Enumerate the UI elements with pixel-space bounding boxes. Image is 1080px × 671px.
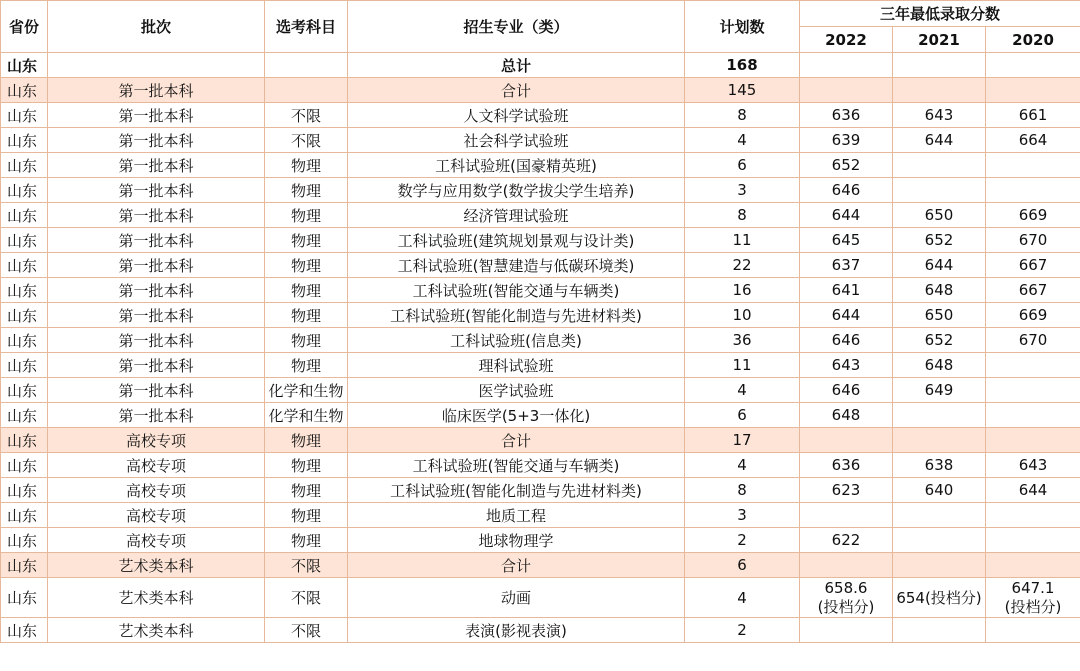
cell-major: 工科试验班(建筑规划景观与设计类) [348, 228, 685, 253]
cell-score-2020: 670 [986, 328, 1080, 353]
cell-plan: 22 [685, 253, 800, 278]
cell-score-2021 [893, 153, 986, 178]
cell-score-2020 [986, 528, 1080, 553]
table-row [1, 403, 1080, 428]
cell-subject: 物理 [265, 353, 348, 378]
cell-subject: 物理 [265, 453, 348, 478]
table-row [1, 428, 1080, 453]
cell-batch: 高校专项 [48, 528, 265, 553]
cell-province: 山东 [1, 253, 48, 278]
cell-batch: 艺术类本科 [48, 553, 265, 578]
cell-batch: 第一批本科 [48, 253, 265, 278]
table-row [1, 228, 1080, 253]
cell-batch: 第一批本科 [48, 278, 265, 303]
table-row [1, 528, 1080, 553]
cell-province: 山东 [1, 478, 48, 503]
cell-score-2022: 622 [800, 528, 893, 553]
cell-score-2021 [893, 53, 986, 78]
table-row [1, 503, 1080, 528]
table-row [1, 478, 1080, 503]
cell-major: 工科试验班(智慧建造与低碳环境类) [348, 253, 685, 278]
cell-plan: 36 [685, 328, 800, 353]
cell-batch: 第一批本科 [48, 328, 265, 353]
cell-plan: 17 [685, 428, 800, 453]
cell-major: 地质工程 [348, 503, 685, 528]
cell-score-2021: 640 [893, 478, 986, 503]
cell-score-2020 [986, 78, 1080, 103]
cell-plan: 8 [685, 103, 800, 128]
cell-plan: 6 [685, 403, 800, 428]
cell-score-2021: 644 [893, 253, 986, 278]
cell-batch: 第一批本科 [48, 153, 265, 178]
cell-plan: 4 [685, 128, 800, 153]
cell-score-2020 [986, 428, 1080, 453]
cell-batch [48, 53, 265, 78]
cell-score-2021: 650 [893, 303, 986, 328]
cell-score-2021: 643 [893, 103, 986, 128]
cell-province: 山东 [1, 618, 48, 643]
header-year-2022: 2022 [800, 27, 893, 53]
cell-subject: 物理 [265, 203, 348, 228]
cell-score-2021 [893, 178, 986, 203]
cell-score-2020 [986, 503, 1080, 528]
cell-subject: 物理 [265, 328, 348, 353]
table-row [1, 203, 1080, 228]
cell-major: 工科试验班(智能化制造与先进材料类) [348, 303, 685, 328]
cell-batch: 艺术类本科 [48, 578, 265, 618]
cell-plan: 8 [685, 478, 800, 503]
cell-plan: 4 [685, 578, 800, 618]
cell-major: 工科试验班(智能交通与车辆类) [348, 278, 685, 303]
table-row [1, 328, 1080, 353]
cell-score-2022 [800, 503, 893, 528]
cell-batch: 第一批本科 [48, 228, 265, 253]
cell-subject: 物理 [265, 478, 348, 503]
cell-province: 山东 [1, 278, 48, 303]
header-year-2020: 2020 [986, 27, 1080, 53]
header-subject: 选考科目 [265, 1, 348, 53]
cell-score-2021: 652 [893, 328, 986, 353]
cell-major: 临床医学(5+3一体化) [348, 403, 685, 428]
cell-plan: 4 [685, 453, 800, 478]
cell-score-2022 [800, 553, 893, 578]
cell-major: 总计 [348, 53, 685, 78]
cell-score-2021: 652 [893, 228, 986, 253]
cell-score-2022: 636 [800, 103, 893, 128]
cell-subject: 物理 [265, 303, 348, 328]
cell-batch: 第一批本科 [48, 178, 265, 203]
cell-subject: 物理 [265, 428, 348, 453]
cell-score-2021: 648 [893, 278, 986, 303]
cell-subject: 化学和生物 [265, 378, 348, 403]
cell-score-2020 [986, 153, 1080, 178]
table-row [1, 553, 1080, 578]
cell-batch: 高校专项 [48, 503, 265, 528]
cell-score-2022: 644 [800, 303, 893, 328]
table-row [1, 453, 1080, 478]
header-plan: 计划数 [685, 1, 800, 53]
cell-plan: 4 [685, 378, 800, 403]
cell-major: 工科试验班(国豪精英班) [348, 153, 685, 178]
cell-batch: 高校专项 [48, 478, 265, 503]
cell-subject: 物理 [265, 278, 348, 303]
cell-batch: 第一批本科 [48, 103, 265, 128]
cell-score-2022: 646 [800, 328, 893, 353]
header-major: 招生专业（类） [348, 1, 685, 53]
table-row [1, 103, 1080, 128]
cell-province: 山东 [1, 578, 48, 618]
cell-major: 医学试验班 [348, 378, 685, 403]
cell-score-2022: 648 [800, 403, 893, 428]
cell-major: 社会科学试验班 [348, 128, 685, 153]
cell-province: 山东 [1, 428, 48, 453]
cell-province: 山东 [1, 503, 48, 528]
cell-score-2022: 636 [800, 453, 893, 478]
cell-subject: 物理 [265, 178, 348, 203]
cell-score-2022: 639 [800, 128, 893, 153]
cell-score-2022 [800, 428, 893, 453]
cell-score-2022: 652 [800, 153, 893, 178]
header-province: 省份 [1, 1, 48, 53]
cell-province: 山东 [1, 53, 48, 78]
cell-subject: 物理 [265, 528, 348, 553]
cell-major: 人文科学试验班 [348, 103, 685, 128]
cell-plan: 3 [685, 178, 800, 203]
cell-subject: 物理 [265, 253, 348, 278]
cell-batch: 高校专项 [48, 428, 265, 453]
cell-province: 山东 [1, 203, 48, 228]
cell-province: 山东 [1, 228, 48, 253]
cell-batch: 艺术类本科 [48, 618, 265, 643]
cell-province: 山东 [1, 103, 48, 128]
cell-province: 山东 [1, 528, 48, 553]
cell-score-2021: 638 [893, 453, 986, 478]
table-row [1, 128, 1080, 153]
cell-score-2021: 644 [893, 128, 986, 153]
cell-score-2022 [800, 78, 893, 103]
cell-major: 经济管理试验班 [348, 203, 685, 228]
cell-batch: 高校专项 [48, 453, 265, 478]
cell-plan: 11 [685, 228, 800, 253]
table-row [1, 153, 1080, 178]
cell-major: 合计 [348, 428, 685, 453]
cell-major: 地球物理学 [348, 528, 685, 553]
cell-batch: 第一批本科 [48, 353, 265, 378]
cell-score-2020: 647.1 (投档分) [986, 578, 1080, 618]
cell-score-2020: 661 [986, 103, 1080, 128]
cell-subject: 化学和生物 [265, 403, 348, 428]
cell-plan: 11 [685, 353, 800, 378]
cell-batch: 第一批本科 [48, 378, 265, 403]
cell-score-2020: 669 [986, 203, 1080, 228]
table-row [1, 353, 1080, 378]
cell-score-2020 [986, 618, 1080, 643]
cell-batch: 第一批本科 [48, 403, 265, 428]
cell-score-2020: 667 [986, 253, 1080, 278]
cell-score-2020: 669 [986, 303, 1080, 328]
cell-province: 山东 [1, 553, 48, 578]
cell-score-2020: 643 [986, 453, 1080, 478]
cell-batch: 第一批本科 [48, 303, 265, 328]
cell-score-2022: 644 [800, 203, 893, 228]
cell-batch: 第一批本科 [48, 203, 265, 228]
cell-subject: 不限 [265, 103, 348, 128]
cell-score-2022: 658.6 (投档分) [800, 578, 893, 618]
cell-plan: 8 [685, 203, 800, 228]
cell-score-2020 [986, 178, 1080, 203]
cell-province: 山东 [1, 303, 48, 328]
table-row [1, 303, 1080, 328]
cell-score-2020 [986, 378, 1080, 403]
table-row [1, 578, 1080, 618]
cell-plan: 3 [685, 503, 800, 528]
cell-score-2021: 649 [893, 378, 986, 403]
cell-score-2021 [893, 618, 986, 643]
cell-score-2020: 644 [986, 478, 1080, 503]
cell-province: 山东 [1, 453, 48, 478]
cell-plan: 10 [685, 303, 800, 328]
cell-score-2020 [986, 403, 1080, 428]
cell-province: 山东 [1, 378, 48, 403]
table-row [1, 278, 1080, 303]
cell-batch: 第一批本科 [48, 78, 265, 103]
cell-major: 表演(影视表演) [348, 618, 685, 643]
cell-major: 工科试验班(智能交通与车辆类) [348, 453, 685, 478]
table-row [1, 618, 1080, 643]
cell-major: 工科试验班(信息类) [348, 328, 685, 353]
cell-province: 山东 [1, 328, 48, 353]
cell-subject: 不限 [265, 553, 348, 578]
cell-score-2020 [986, 53, 1080, 78]
cell-score-2020 [986, 353, 1080, 378]
cell-score-2021 [893, 503, 986, 528]
cell-major: 数学与应用数学(数学拔尖学生培养) [348, 178, 685, 203]
cell-province: 山东 [1, 153, 48, 178]
cell-score-2022 [800, 618, 893, 643]
cell-subject: 物理 [265, 228, 348, 253]
cell-score-2020: 670 [986, 228, 1080, 253]
table-row [1, 53, 1080, 78]
cell-major: 合计 [348, 553, 685, 578]
cell-score-2022: 637 [800, 253, 893, 278]
cell-score-2021 [893, 553, 986, 578]
table-header [1, 1, 1080, 53]
cell-major: 工科试验班(智能化制造与先进材料类) [348, 478, 685, 503]
cell-major: 合计 [348, 78, 685, 103]
cell-major: 理科试验班 [348, 353, 685, 378]
cell-province: 山东 [1, 403, 48, 428]
table-row [1, 253, 1080, 278]
cell-score-2022 [800, 53, 893, 78]
cell-batch: 第一批本科 [48, 128, 265, 153]
cell-subject [265, 53, 348, 78]
cell-score-2022: 641 [800, 278, 893, 303]
cell-score-2020 [986, 553, 1080, 578]
table-row [1, 178, 1080, 203]
cell-score-2021: 648 [893, 353, 986, 378]
cell-score-2021: 650 [893, 203, 986, 228]
cell-score-2020: 664 [986, 128, 1080, 153]
header-year-2021: 2021 [893, 27, 986, 53]
cell-score-2022: 643 [800, 353, 893, 378]
cell-score-2022: 646 [800, 378, 893, 403]
cell-subject: 不限 [265, 128, 348, 153]
cell-score-2020: 667 [986, 278, 1080, 303]
cell-subject: 不限 [265, 578, 348, 618]
cell-province: 山东 [1, 178, 48, 203]
header-score-group: 三年最低录取分数 [800, 1, 1080, 27]
cell-subject: 物理 [265, 503, 348, 528]
cell-score-2022: 645 [800, 228, 893, 253]
header-batch: 批次 [48, 1, 265, 53]
cell-province: 山东 [1, 78, 48, 103]
cell-plan: 16 [685, 278, 800, 303]
cell-score-2021 [893, 403, 986, 428]
cell-subject: 物理 [265, 153, 348, 178]
table-row [1, 378, 1080, 403]
table-body [1, 53, 1080, 643]
cell-plan: 6 [685, 553, 800, 578]
cell-plan: 168 [685, 53, 800, 78]
cell-score-2021: 654(投档分) [893, 578, 986, 618]
cell-province: 山东 [1, 353, 48, 378]
cell-score-2022: 623 [800, 478, 893, 503]
cell-score-2021 [893, 78, 986, 103]
cell-score-2021 [893, 528, 986, 553]
cell-plan: 6 [685, 153, 800, 178]
table-row [1, 78, 1080, 103]
cell-major: 动画 [348, 578, 685, 618]
cell-subject [265, 78, 348, 103]
cell-score-2022: 646 [800, 178, 893, 203]
cell-subject: 不限 [265, 618, 348, 643]
cell-plan: 2 [685, 528, 800, 553]
cell-score-2021 [893, 428, 986, 453]
cell-plan: 145 [685, 78, 800, 103]
cell-plan: 2 [685, 618, 800, 643]
cell-province: 山东 [1, 128, 48, 153]
